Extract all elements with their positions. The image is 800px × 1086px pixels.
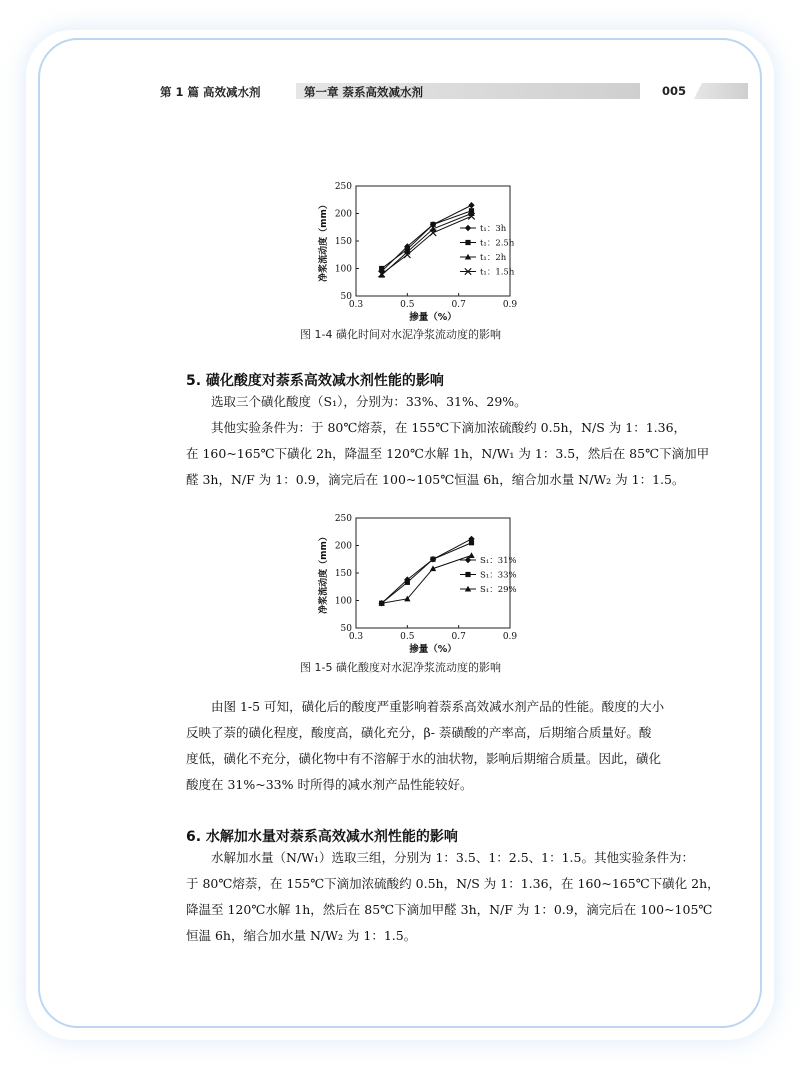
x-tick-label: 0.9 xyxy=(502,300,518,310)
series-line xyxy=(382,216,472,274)
x-tick-label: 0.3 xyxy=(348,632,364,642)
x-tick-label: 0.3 xyxy=(348,300,364,310)
series-line xyxy=(382,555,472,603)
chart-figure-1-5 xyxy=(310,510,540,655)
section-6-body xyxy=(186,845,720,949)
x-tick-label: 0.5 xyxy=(400,300,415,310)
text-line: 其他实验条件为：于 80℃熔萘，在 155℃下滴加浓硫酸约 0.5h，N/S 为 1：1.36， xyxy=(211,420,687,435)
header-chapter: 第一章 萘系高效减水剂 xyxy=(304,85,424,99)
x-axis-label: 掺量（%） xyxy=(409,644,457,655)
discussion-body xyxy=(186,694,665,798)
series-line xyxy=(382,543,472,604)
x-tick-label: 0.5 xyxy=(400,632,415,642)
text-line: 由图 1-5 可知，磺化后的酸度严重影响着萘系高效减水剂产品的性能。酸度的大小 xyxy=(211,699,665,714)
y-axis-label: 净浆流动度（mm） xyxy=(319,200,329,282)
y-axis-label: 净浆流动度（mm） xyxy=(319,532,329,614)
y-tick-label: 250 xyxy=(334,182,352,192)
data-point xyxy=(405,580,410,585)
text-line: 降温至 120℃水解 1h，然后在 85℃下滴加甲醛 3h，N/F 为 1：0.9，滴完后在 100~105℃ xyxy=(186,902,713,917)
y-tick-label: 100 xyxy=(334,264,352,275)
legend-label: S₁：29% xyxy=(480,585,517,595)
chart-svg xyxy=(310,178,540,323)
chart-figure-1-4 xyxy=(310,178,540,323)
y-tick-label: 250 xyxy=(334,514,352,524)
x-tick-label: 0.7 xyxy=(451,300,466,310)
text-line: 恒温 6h，缩合加水量 N/W₂ 为 1：1.5。 xyxy=(186,928,417,943)
text-line: 酸度在 31%~33% 时所得的减水剂产品性能较好。 xyxy=(186,777,473,792)
legend-label: S₁：33% xyxy=(480,570,517,581)
text-line: 度低，磺化不充分，磺化物中有不溶解于水的油状物，影响后期缩合质量。因此，磺化 xyxy=(186,751,662,766)
section-5-body xyxy=(186,389,710,493)
data-point xyxy=(469,540,474,545)
y-tick-label: 150 xyxy=(334,237,352,247)
y-tick-label: 100 xyxy=(334,596,352,607)
text-line: 反映了萘的磺化程度，酸度高，磺化充分，β- 萘磺酸的产率高，后期缩合质量好。酸 xyxy=(186,725,652,740)
figure-caption-1-4: 图 1-4 磺化时间对水泥净浆流动度的影响 xyxy=(300,328,501,341)
text-line: 于 80℃熔萘，在 155℃下滴加浓硫酸约 0.5h，N/S 为 1：1.36，在 160~165℃下磺化 2h， xyxy=(186,876,720,891)
figure-caption-1-5: 图 1-5 磺化酸度对水泥净浆流动度的影响 xyxy=(300,661,501,674)
header-page-number: 005 xyxy=(662,84,687,98)
y-tick-label: 200 xyxy=(334,209,352,220)
legend-label: S₁：31% xyxy=(480,556,517,566)
legend-label: t₁：1.5h xyxy=(480,267,515,278)
data-point xyxy=(379,266,384,271)
series-line xyxy=(382,214,472,276)
legend-label: t₁：2.5h xyxy=(480,238,515,249)
data-point xyxy=(430,557,435,562)
x-axis-label: 掺量（%） xyxy=(409,312,457,323)
header-page-bar xyxy=(694,83,748,99)
x-tick-label: 0.7 xyxy=(451,632,466,642)
text-line: 水解加水量（N/W₁）选取三组，分别为 1：3.5、1：2.5、1：1.5。其他实验条件为： xyxy=(211,850,694,865)
text-line: 选取三个磺化酸度（S₁），分别为：33%、31%、29%。 xyxy=(211,394,527,409)
legend-marker xyxy=(465,240,470,245)
chart-svg xyxy=(310,510,540,655)
section-6-title: 6. 水解加水量对萘系高效减水剂性能的影响 xyxy=(186,829,458,845)
x-tick-label: 0.9 xyxy=(502,632,518,642)
text-line: 醛 3h，N/F 为 1：0.9，滴完后在 100~105℃恒温 6h，缩合加水量 N/W₂ 为 1：1.5。 xyxy=(186,472,685,487)
legend-marker xyxy=(465,572,470,577)
y-tick-label: 50 xyxy=(340,292,352,302)
y-tick-label: 200 xyxy=(334,541,352,552)
page-header xyxy=(0,0,800,110)
y-tick-label: 50 xyxy=(340,624,352,634)
header-part: 第 1 篇 高效减水剂 xyxy=(160,85,261,99)
y-tick-label: 150 xyxy=(334,569,352,579)
legend-label: t₁：3h xyxy=(480,224,507,234)
series-2 xyxy=(379,540,517,606)
section-5-title: 5. 磺化酸度对萘系高效减水剂性能的影响 xyxy=(186,373,444,389)
data-point xyxy=(468,202,474,208)
data-point xyxy=(468,552,474,558)
text-line: 在 160~165℃下磺化 2h，降温至 120℃水解 1h，N/W₁ 为 1：3.5，然后在 85℃下滴加甲 xyxy=(186,446,710,461)
legend-marker xyxy=(465,225,471,231)
legend-label: t₁：2h xyxy=(480,253,507,263)
